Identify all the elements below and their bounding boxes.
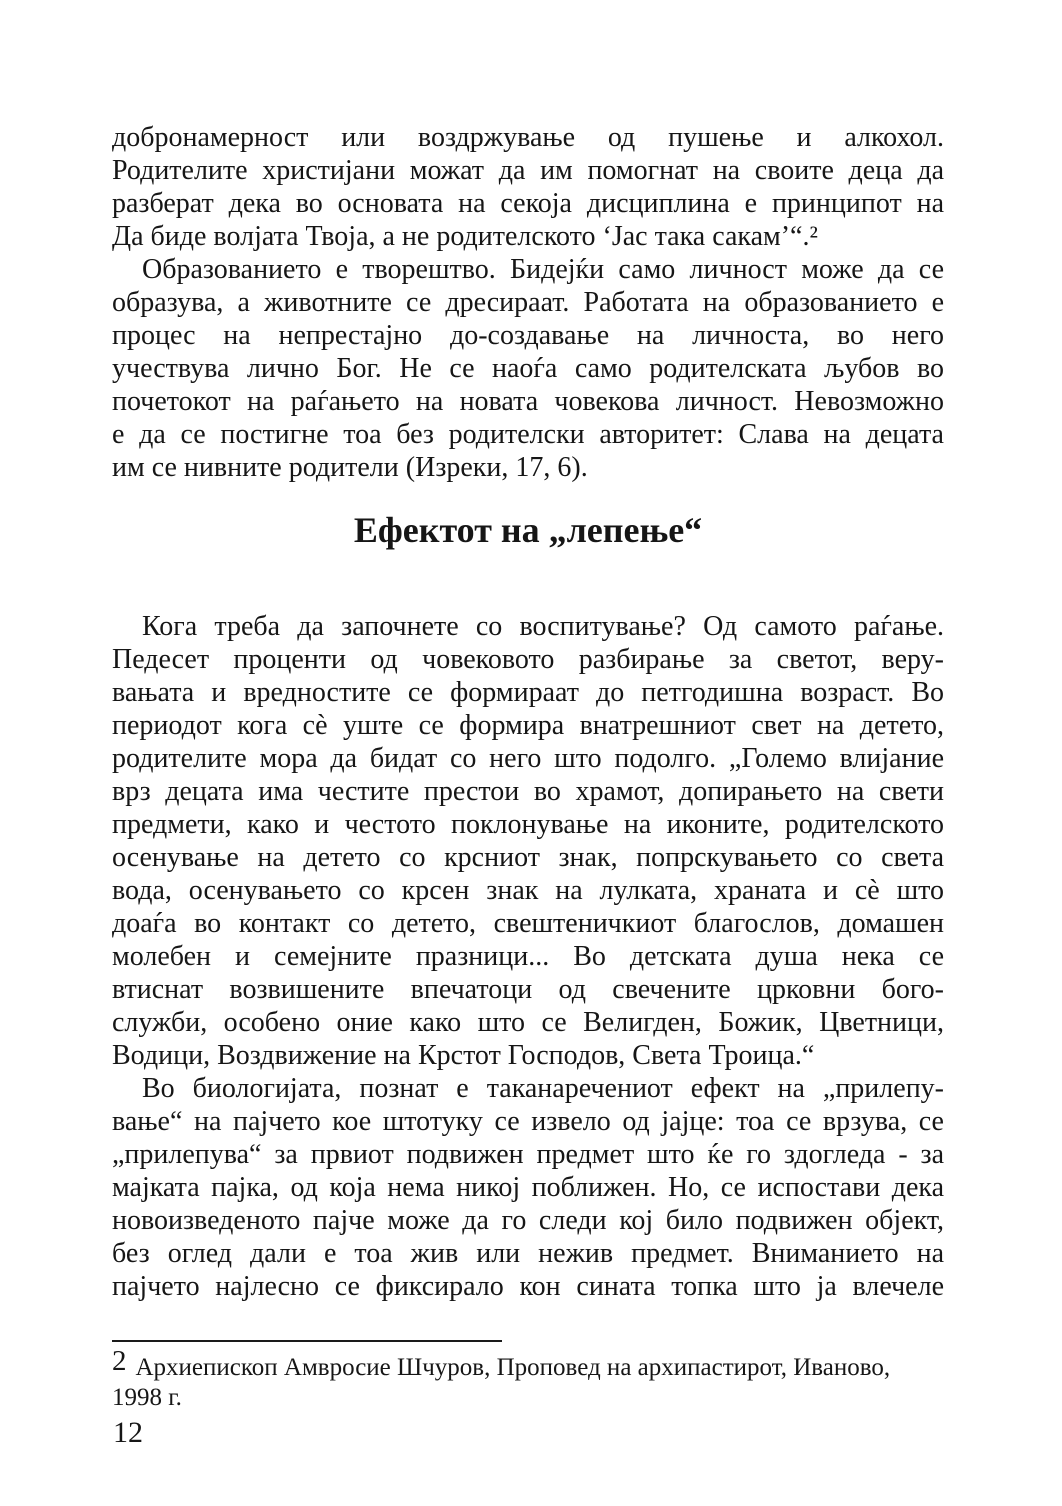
text-line: Да биде волјата Твоја, а не родителското ‘Јас така сакам’“.² <box>112 221 818 252</box>
text-line: вање“ на пајчето кое штотуку се извело од јајце: тоа се врзува, се <box>112 1106 944 1137</box>
paragraph <box>112 253 944 484</box>
body-text <box>112 121 944 1303</box>
text-line: почетокот на раѓањето на новата човекова личност. Невозможно <box>112 386 944 417</box>
paragraph <box>112 121 944 253</box>
footnote <box>112 1345 944 1413</box>
paragraph <box>112 1072 944 1303</box>
text-line: разберат дека во основата на секоја дисциплина е принципот на <box>112 188 944 219</box>
text-line: им се нивните родители (Изреки, 17, 6). <box>112 452 588 483</box>
text-line: предмети, како и честото поклонување на иконите, родителското <box>112 809 944 840</box>
text-line: осенување на детето со крсниот знак, попрскувањето со света <box>112 842 944 873</box>
text-line: доаѓа во контакт со детето, свештеничкиот благослов, домашен <box>112 908 944 939</box>
text-line: новоизведеното пајче може да го следи кој било подвижен објект, <box>112 1205 944 1236</box>
text-line: родителите мора да бидат со него што подолго. „Големо влијание <box>112 743 944 774</box>
text-line: процес на непрестајно до-создавање на личноста, во него <box>112 320 944 351</box>
footnote-area <box>112 1340 944 1413</box>
text-line: служби, особено оние како што се Велигден, Божик, Цветници, <box>112 1007 944 1038</box>
text-line: врз децата има честите престои во храмот, допирањето на свети <box>112 776 944 807</box>
footnote-text: Архиепископ Амвросие Шчуров, Проповед на архипастирот, Иваново, 1998 г. <box>112 1354 891 1411</box>
text-line: е да се постигне тоа без родителски авторитет: Слава на децата <box>112 419 944 450</box>
text-line: добронамерност или воздржување од пушење и алкохол. <box>112 122 944 153</box>
text-line: „прилепува“ за првиот подвижен предмет што ќе го здогледа - за <box>112 1139 944 1170</box>
text-line: без оглед дали е тоа жив или нежив предмет. Вниманието на <box>112 1238 944 1269</box>
text-line: втиснат возвишените впечатоци од свечените црковни бого- <box>112 974 944 1005</box>
page-number: 12 <box>113 1416 143 1449</box>
text-line: пајчето најлесно се фиксирало кон сината топка што ја влечеле <box>112 1271 944 1302</box>
text-line: периодот кога сѐ уште се формира внатрешниот свет на детето, <box>112 710 944 741</box>
text-line: образува, а животните се дресираат. Работата на образованието е <box>112 287 944 318</box>
text-line: молебен и семејните празници... Во детската душа нека се <box>112 941 944 972</box>
footnote-divider <box>112 1340 502 1342</box>
text-line: Родителите христијани можат да им помогнат на своите деца да <box>112 155 944 186</box>
text-line: мајката пајка, од која нема никој поближен. Но, се испостави дека <box>112 1172 944 1203</box>
text-line: вањата и вредностите се формираат до петгодишна возраст. Во <box>112 677 944 708</box>
text-line: Кога треба да започнете со воспитување? Од самото раѓање. <box>142 611 944 642</box>
text-line: Педесет проценти од човековото разбирање за светот, веру- <box>112 644 944 675</box>
text-line: вода, осенувањето со крсен знак на лулката, храната и сѐ што <box>112 875 944 906</box>
text-line: Водици, Воздвижение на Крстот Господов, Света Троица.“ <box>112 1040 815 1071</box>
text-line: учествува лично Бог. Не се наоѓа само родителската љубов во <box>112 353 944 384</box>
paragraph <box>112 610 944 1072</box>
footnote-marker: 2 <box>112 1345 127 1377</box>
section-heading: Ефектот на „лепење“ <box>353 510 703 550</box>
text-line: Во биологијата, познат е таканаречениот ефект на „прилепу- <box>142 1073 944 1104</box>
text-line: Образованието е творештво. Бидејќи само личност може да се <box>142 254 944 285</box>
